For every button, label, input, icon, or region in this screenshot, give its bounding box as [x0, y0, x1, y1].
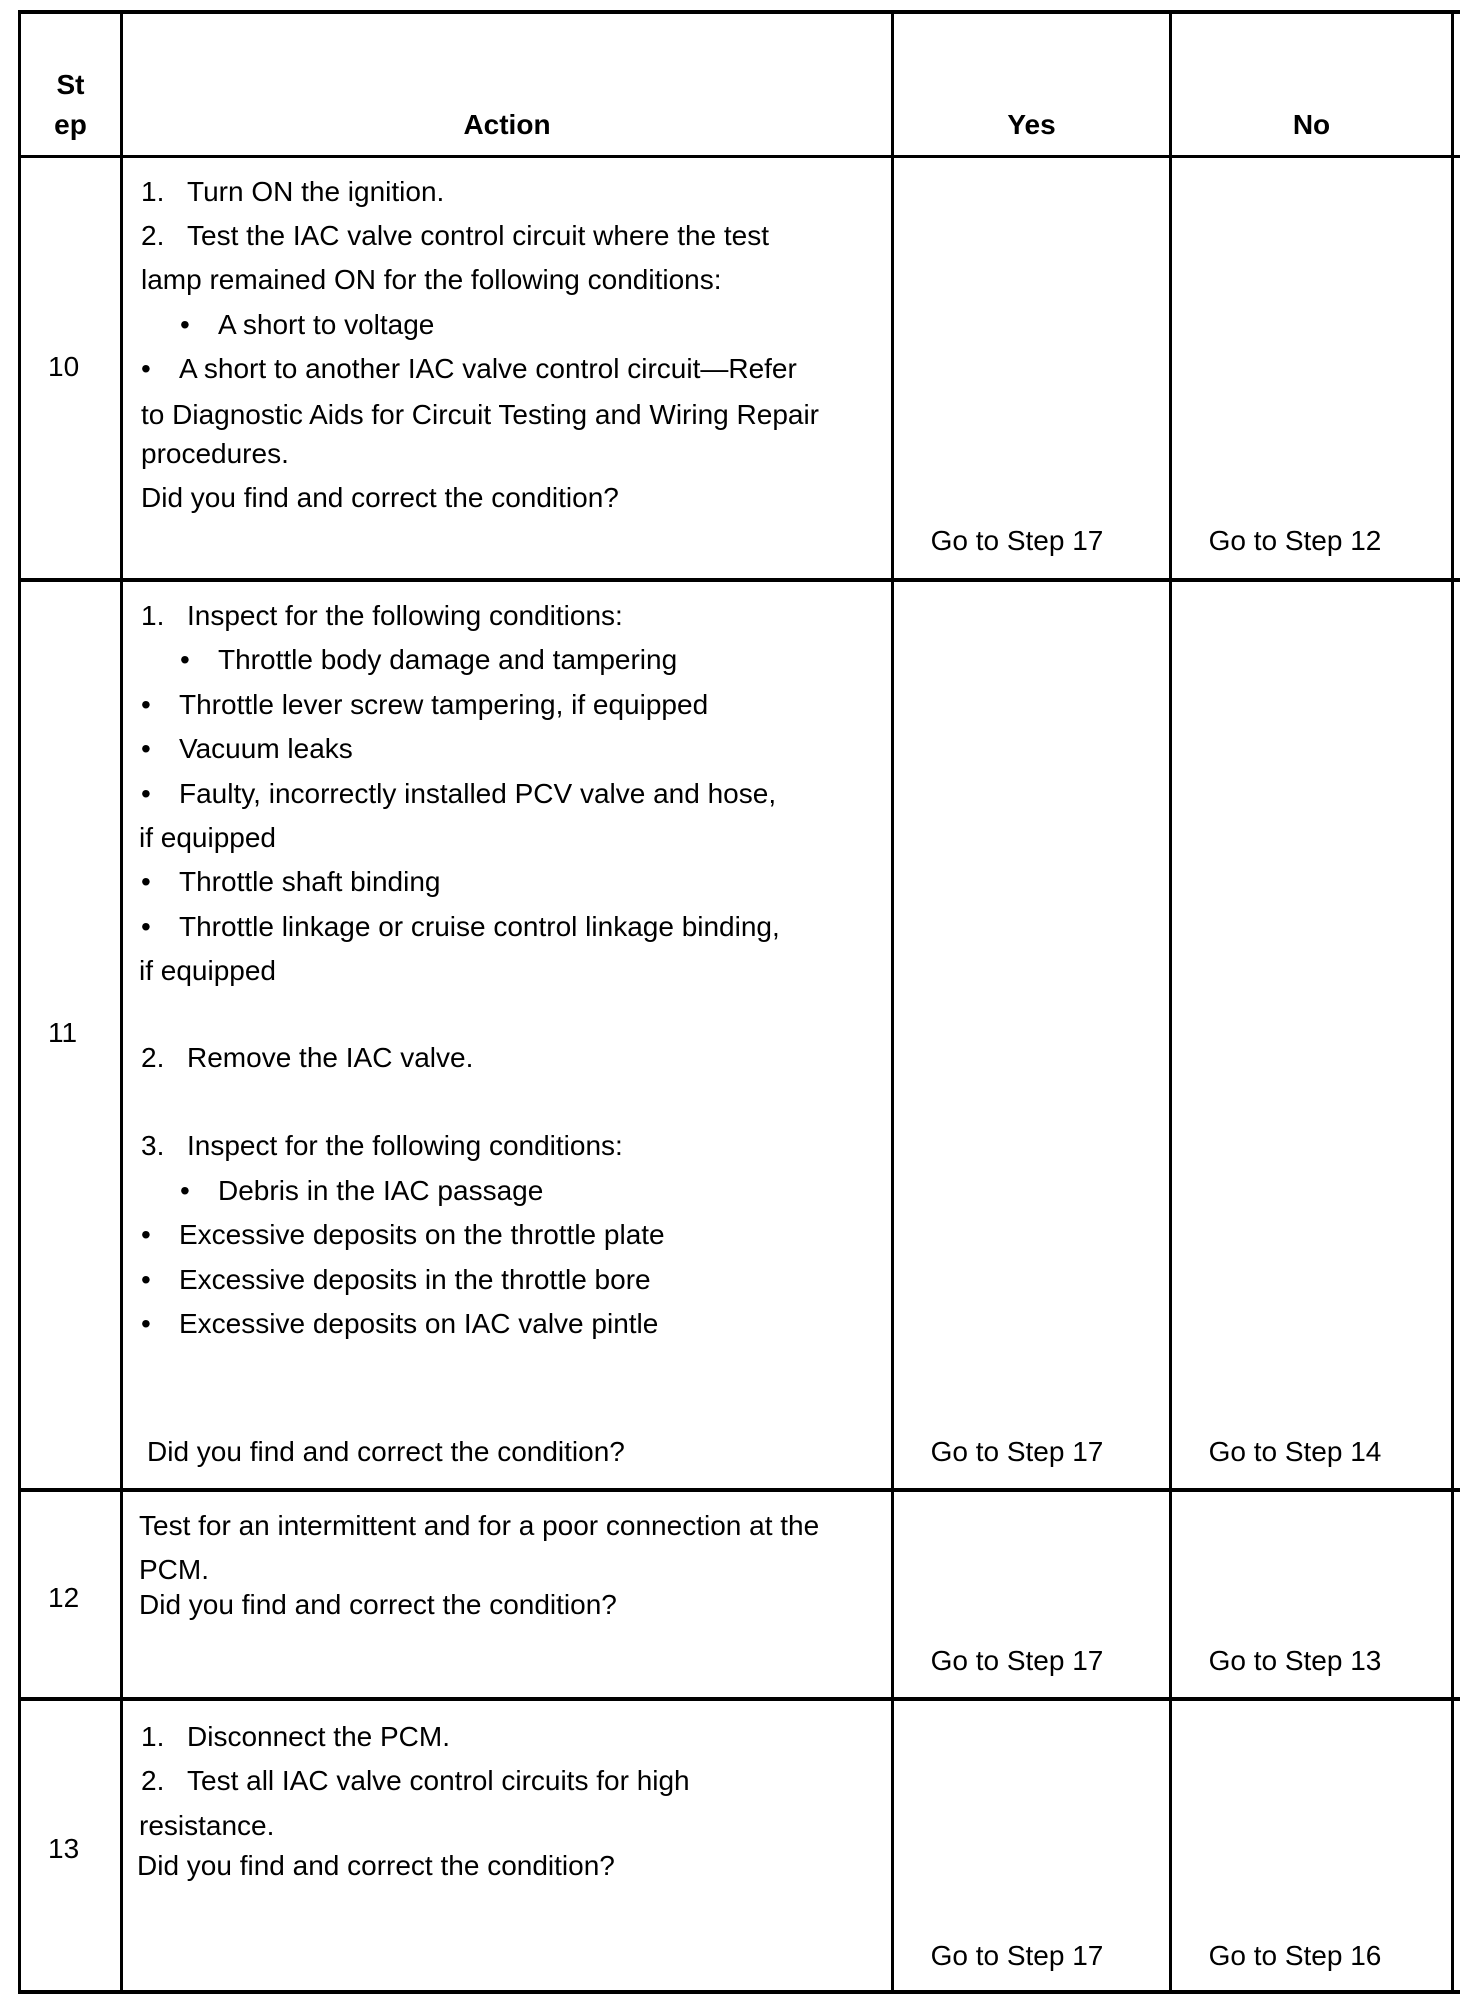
action-line: • Throttle lever screw tampering, if equipped — [141, 689, 709, 720]
action-line: 3. Inspect for the following conditions: — [141, 1130, 623, 1161]
action-line: • A short to another IAC valve control circuit—Refer — [141, 353, 797, 384]
step-number: 10 — [48, 351, 80, 382]
row-divider — [18, 578, 1460, 582]
action-line: Did you find and correct the condition? — [147, 1436, 625, 1467]
table-border-bottom — [18, 1990, 1460, 1994]
header-step-line1: St — [56, 69, 85, 100]
header-step-line2: ep — [54, 109, 87, 140]
column-divider — [120, 10, 123, 1994]
action-line: 1. Inspect for the following conditions: — [141, 600, 623, 631]
yes-result: Go to Step 17 — [930, 525, 1104, 556]
action-line: 1. Disconnect the PCM. — [141, 1721, 450, 1752]
header-no: No — [1292, 109, 1331, 140]
step-number: 13 — [48, 1833, 80, 1864]
column-divider — [891, 10, 894, 1994]
action-line: 2. Remove the IAC valve. — [141, 1042, 474, 1073]
step-number: 11 — [48, 1017, 78, 1048]
action-line: lamp remained ON for the following conditions: — [141, 264, 722, 295]
action-line: if equipped — [139, 822, 277, 853]
table-border-left — [18, 10, 21, 1994]
action-line: procedures. — [141, 438, 289, 469]
row-divider — [18, 1488, 1460, 1492]
action-line: • Faulty, incorrectly installed PCV valve and hose, — [141, 778, 777, 809]
no-result: Go to Step 12 — [1208, 525, 1382, 556]
action-line: to Diagnostic Aids for Circuit Testing and Wiring Repair — [141, 399, 820, 430]
no-result: Go to Step 13 — [1208, 1645, 1382, 1676]
action-line: Did you find and correct the condition? — [137, 1850, 615, 1881]
action-line: Did you find and correct the condition? — [139, 1589, 617, 1620]
action-line: • Throttle body damage and tampering — [180, 644, 678, 675]
step-number: 12 — [48, 1582, 80, 1613]
action-line: resistance. — [139, 1810, 275, 1841]
action-line: 2. Test all IAC valve control circuits for high — [141, 1765, 690, 1796]
action-line: if equipped — [139, 955, 277, 986]
action-line: • Excessive deposits on IAC valve pintle — [141, 1308, 659, 1339]
action-line: • A short to voltage — [180, 309, 435, 340]
yes-result: Go to Step 17 — [930, 1940, 1104, 1971]
action-line: 2. Test the IAC valve control circuit where the test — [141, 220, 770, 251]
action-line: • Excessive deposits in the throttle bore — [141, 1264, 651, 1295]
action-line: PCM. — [139, 1554, 209, 1585]
yes-result: Go to Step 17 — [930, 1436, 1104, 1467]
no-result: Go to Step 16 — [1208, 1940, 1382, 1971]
header-divider — [18, 155, 1460, 158]
header-yes: Yes — [1007, 109, 1056, 140]
action-line: • Vacuum leaks — [141, 733, 353, 764]
action-line: • Throttle shaft binding — [141, 866, 441, 897]
table-border-right — [1451, 10, 1454, 1994]
action-line: 1. Turn ON the ignition. — [141, 176, 445, 207]
row-divider — [18, 1697, 1460, 1701]
table-border-top — [18, 10, 1460, 14]
column-divider — [1169, 10, 1172, 1994]
header-action: Action — [463, 109, 551, 140]
action-line: • Debris in the IAC passage — [180, 1175, 544, 1206]
action-line: Did you find and correct the condition? — [141, 482, 619, 513]
action-line: Test for an intermittent and for a poor connection at the — [139, 1510, 820, 1541]
yes-result: Go to Step 17 — [930, 1645, 1104, 1676]
action-line: • Throttle linkage or cruise control linkage binding, — [141, 911, 780, 942]
no-result: Go to Step 14 — [1208, 1436, 1382, 1467]
action-line: • Excessive deposits on the throttle plate — [141, 1219, 665, 1250]
